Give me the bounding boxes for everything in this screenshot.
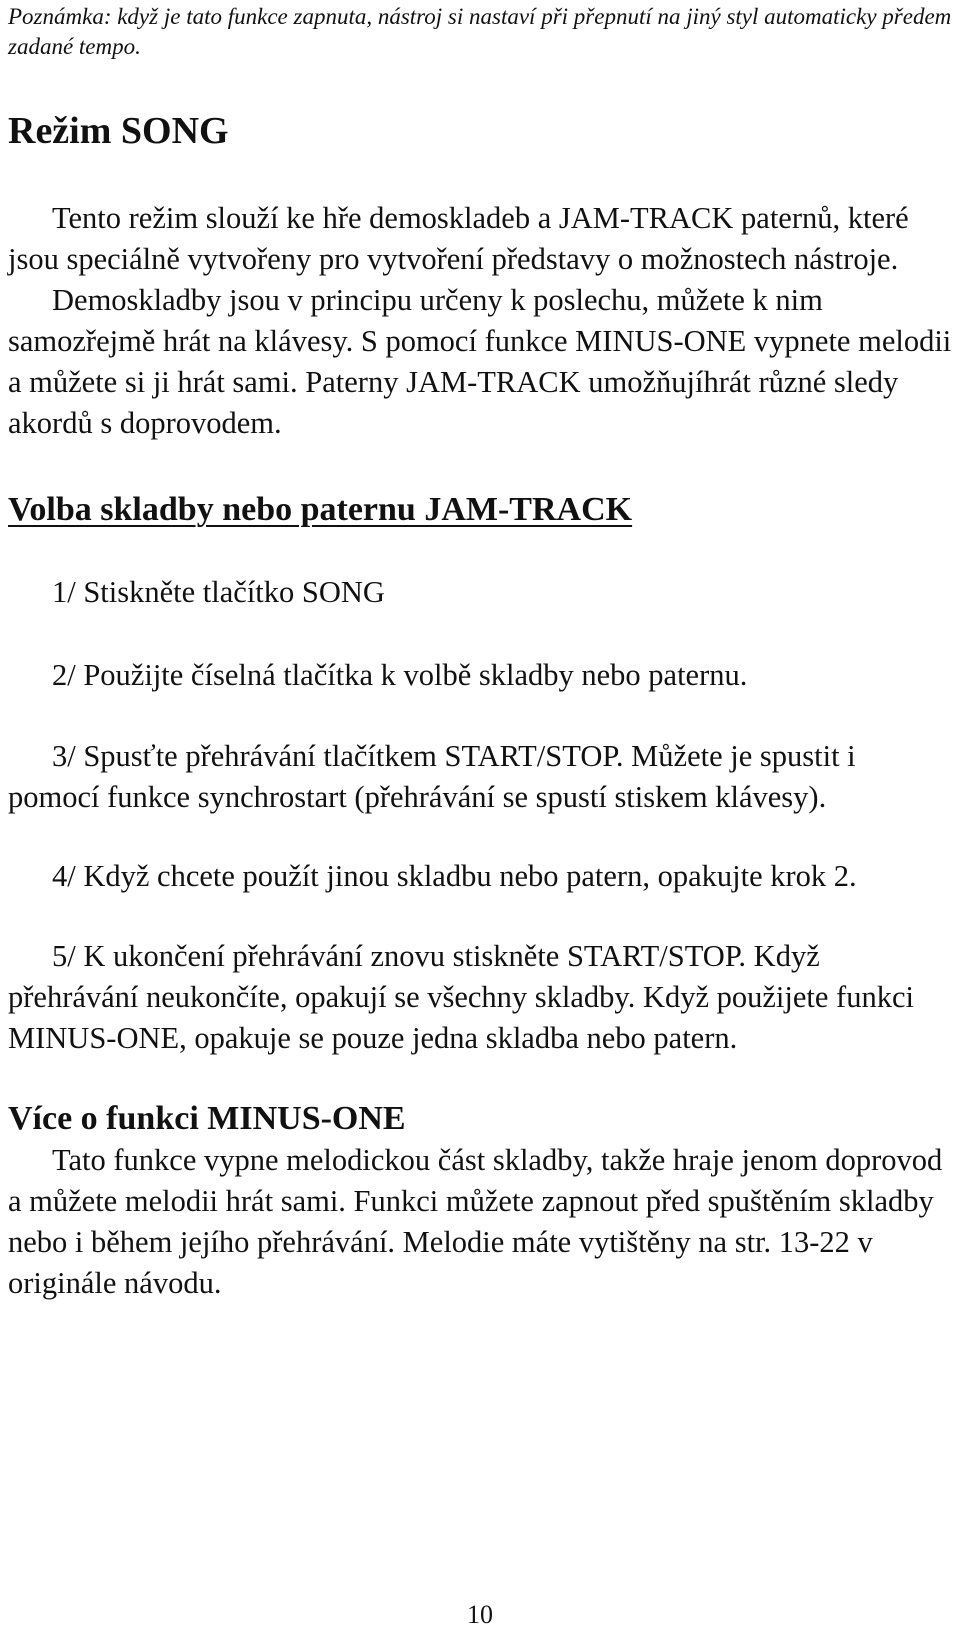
page-number: 10: [467, 1600, 493, 1629]
note-paragraph: Poznámka: když je tato funkce zapnuta, nástroj si nastaví při přepnutí na jiný styl automaticky předem zadané tempo.: [8, 4, 952, 59]
heading-song-mode: Režim SONG: [8, 110, 229, 152]
heading-minus-one: Více o funkci MINUS-ONE: [8, 1100, 406, 1137]
song-details-paragraph: Demoskladby jsou v principu určeny k poslechu, můžete k nim samozřejmě hrát na klávesy. S pomocí funkce MINUS-ONE vypnete melodii a můžete si ji hrát sami. Paterny JAM-TRACK umožňujíhrát různé sledy akordů s doprovodem.: [8, 283, 952, 440]
song-intro-paragraph: Tento režim slouží ke hře demoskladeb a JAM-TRACK paternů, které jsou speciálně vytvořeny pro vytvoření představy o možnostech nástroje.: [8, 201, 909, 276]
step-3: 3/ Spusťte přehrávání tlačítkem START/STOP. Můžete je spustit i pomocí funkce synchrostart (přehrávání se spustí stiskem klávesy).: [8, 739, 856, 814]
step-2: 2/ Použijte číselná tlačítka k volbě skladby nebo paternu.: [52, 658, 748, 692]
minus-one-paragraph: Tato funkce vypne melodickou část skladby, takže hraje jenom doprovod a můžete melodii hrát sami. Funkci můžete zapnout před spuštěním skladby nebo i během jejího přehrávání. Melodie máte vytištěny na str. 13-22 v originále návodu.: [8, 1143, 943, 1300]
heading-song-selection: Volba skladby nebo paternu JAM-TRACK: [8, 491, 633, 528]
step-5: 5/ K ukončení přehrávání znovu stiskněte START/STOP. Když přehrávání neukončíte, opakují se všechny skladby. Když použijete funkci MINUS-ONE, opakuje se pouze jedna skladba nebo patern.: [8, 939, 914, 1055]
step-1: 1/ Stiskněte tlačítko SONG: [52, 575, 385, 609]
step-4: 4/ Když chcete použít jinou skladbu nebo patern, opakujte krok 2.: [52, 859, 857, 893]
